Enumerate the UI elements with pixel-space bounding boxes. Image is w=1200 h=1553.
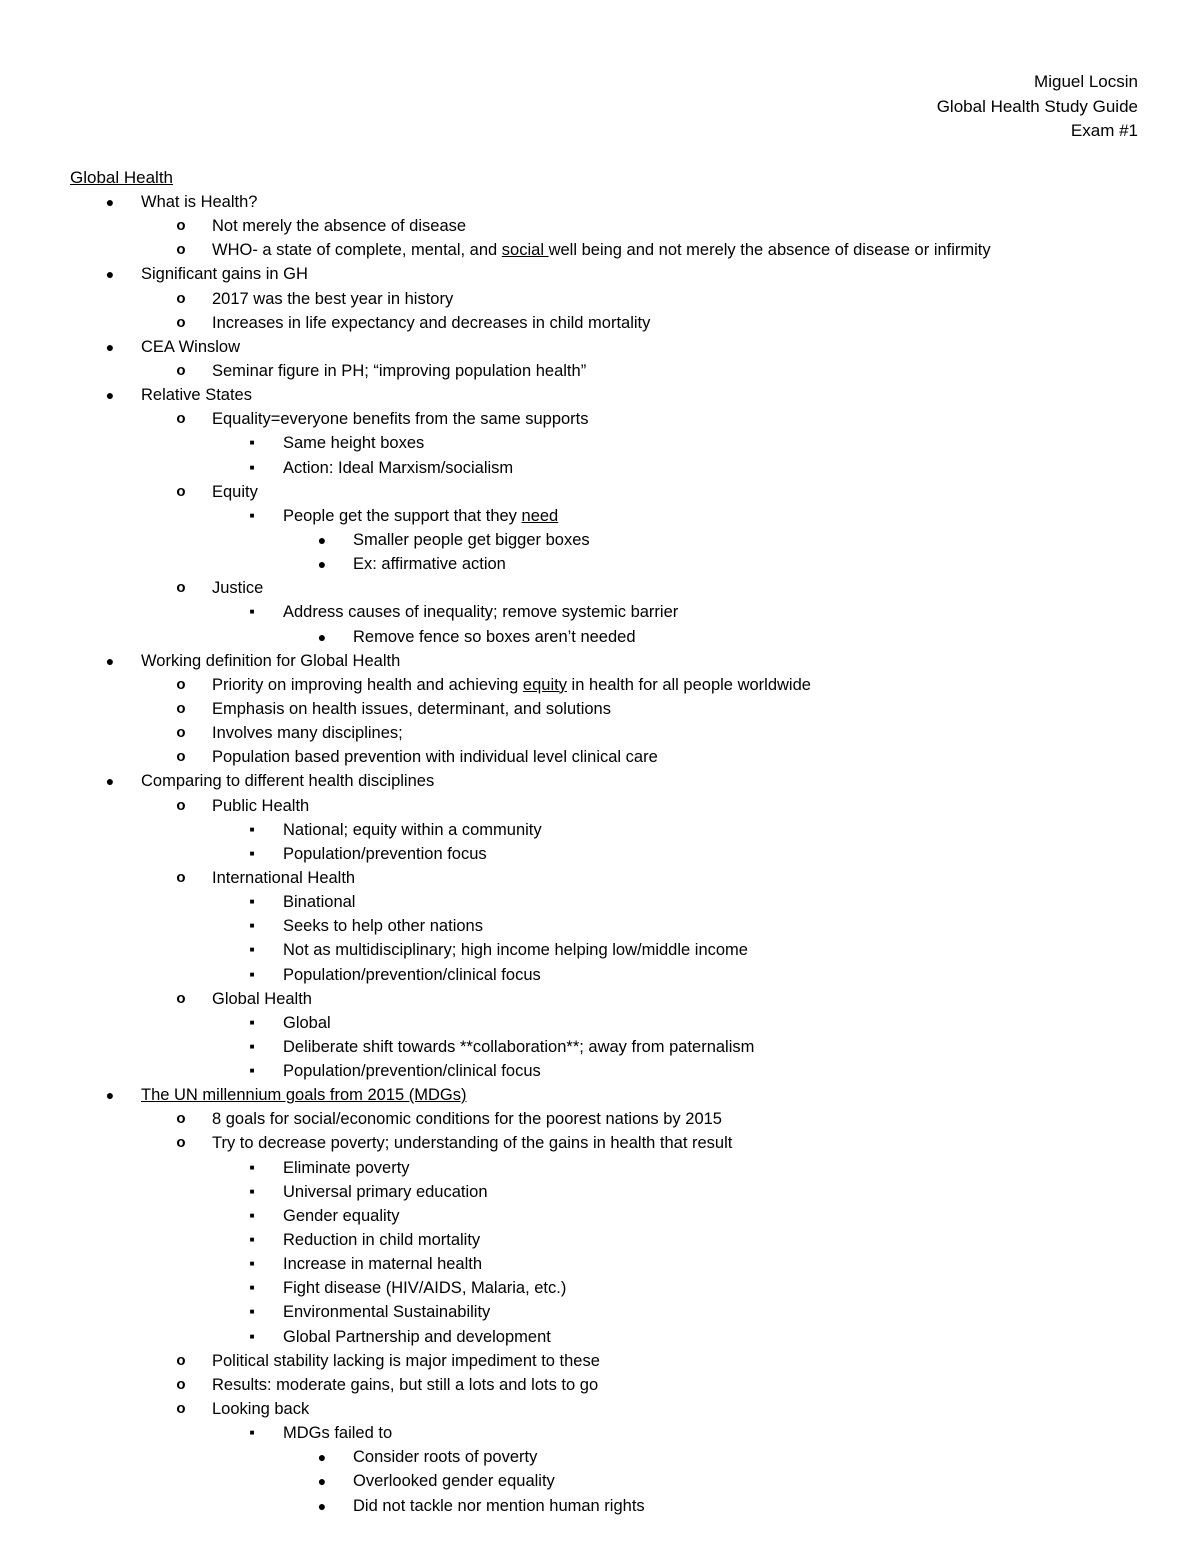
outline-item-text: Results: moderate gains, but still a lots and lots to go — [212, 1375, 599, 1394]
outline-item-level-3 — [0, 1180, 1200, 1204]
bullet-marker-icon: ● — [317, 531, 327, 548]
underlined-text: equity — [522, 675, 567, 694]
outline-item-text: Relative States — [141, 386, 252, 405]
outline-item-level-3 — [0, 938, 1200, 962]
bullet-marker-icon: ■ — [249, 462, 255, 472]
outline-item-text: Public Health — [212, 796, 310, 815]
bullet-marker-icon: o — [176, 1400, 186, 1418]
outline-item-level-3 — [0, 963, 1200, 987]
outline-item-text: Gender equality — [283, 1206, 400, 1225]
bullet-marker-icon: ● — [105, 266, 115, 283]
bullet-marker-icon: ■ — [249, 1162, 255, 1172]
outline-item-text: Smaller people get bigger boxes — [353, 530, 590, 549]
bullet-marker-icon: ■ — [249, 921, 255, 931]
outline-item-text: Deliberate shift towards **collaboration**; away from paternalism — [283, 1037, 755, 1056]
outline-list — [0, 190, 1200, 1518]
outline-item-level-3 — [0, 1204, 1200, 1228]
outline-item-level-3 — [0, 1252, 1200, 1276]
bullet-marker-icon: o — [176, 289, 186, 307]
outline-item-text: Universal primary education — [283, 1182, 488, 1201]
outline-item-text: International Health — [212, 868, 356, 887]
outline-item-text: Fight disease (HIV/AIDS, Malaria, etc.) — [283, 1279, 567, 1298]
bullet-marker-icon: o — [176, 410, 186, 428]
outline-item-level-2 — [0, 287, 1200, 311]
outline-item-text: Address causes of inequality; remove systemic barrier — [283, 603, 679, 622]
bullet-marker-icon: o — [176, 361, 186, 379]
outline-item-level-3 — [0, 1228, 1200, 1252]
outline-item-text: Working definition for Global Health — [141, 651, 401, 670]
underlined-text: need — [521, 506, 559, 525]
bullet-marker-icon: ■ — [249, 607, 255, 617]
exam-label: Exam #1 — [1070, 121, 1138, 140]
bullet-marker-icon: o — [176, 989, 186, 1007]
outline-item-level-3 — [0, 600, 1200, 624]
bullet-marker-icon: ■ — [249, 1017, 255, 1027]
outline-item-text: Seeks to help other nations — [283, 917, 483, 936]
bullet-marker-icon: ■ — [249, 824, 255, 834]
outline-item-text: Population/prevention/clinical focus — [283, 965, 541, 984]
outline-item-text: CEA Winslow — [141, 337, 241, 356]
outline-item-level-4 — [0, 528, 1200, 552]
outline-item-level-2 — [0, 745, 1200, 769]
outline-item-text: Increases in life expectancy and decreases in child mortality — [212, 313, 651, 332]
outline-item-text: Global — [283, 1013, 331, 1032]
bullet-marker-icon: o — [176, 482, 186, 500]
outline-item-text — [283, 504, 558, 528]
outline-item-level-2 — [0, 866, 1200, 890]
outline-item-level-2 — [0, 311, 1200, 335]
outline-item-level-2 — [0, 794, 1200, 818]
bullet-marker-icon: o — [176, 1110, 186, 1128]
bullet-marker-icon: o — [176, 579, 186, 597]
outline-item-level-1 — [0, 649, 1200, 673]
bullet-marker-icon: ■ — [249, 945, 255, 955]
outline-item-level-3 — [0, 1011, 1200, 1035]
bullet-marker-icon: o — [176, 796, 186, 814]
outline-item-level-4 — [0, 625, 1200, 649]
outline-item-text: Eliminate poverty — [283, 1158, 410, 1177]
outline-item-level-2 — [0, 673, 1200, 697]
bullet-marker-icon: ■ — [249, 897, 255, 907]
outline-item-level-3 — [0, 1276, 1200, 1300]
bullet-marker-icon: ■ — [249, 1210, 255, 1220]
outline-item-level-1 — [0, 335, 1200, 359]
bullet-marker-icon: ● — [317, 556, 327, 573]
outline-item-level-3 — [0, 456, 1200, 480]
outline-item-level-2 — [0, 1349, 1200, 1373]
bullet-marker-icon: ■ — [249, 1428, 255, 1438]
bullet-marker-icon: o — [176, 724, 186, 742]
outline-item-level-3 — [0, 1325, 1200, 1349]
outline-item-text: Global Health — [212, 989, 312, 1008]
outline-item-level-2 — [0, 1131, 1200, 1155]
bullet-marker-icon: ■ — [249, 1041, 255, 1051]
section-title: Global Health — [70, 168, 174, 187]
outline-item-text: Binational — [283, 893, 356, 912]
outline-item-text: Not as multidisciplinary; high income helping low/middle income — [283, 941, 748, 960]
bullet-marker-icon: ■ — [249, 1307, 255, 1317]
outline-item-text: Environmental Sustainability — [283, 1303, 491, 1322]
bullet-marker-icon: ● — [105, 1087, 115, 1104]
bullet-marker-icon: o — [176, 675, 186, 693]
text-segment: WHO- a state of complete, mental, and — [212, 241, 502, 260]
outline-item-level-2 — [0, 214, 1200, 238]
outline-item-text — [212, 673, 811, 697]
bullet-marker-icon: ● — [105, 387, 115, 404]
document-header — [937, 70, 1138, 144]
outline-item-text: Population/prevention focus — [283, 844, 487, 863]
outline-item-text: Significant gains in GH — [141, 265, 308, 284]
outline-item-level-2 — [0, 1397, 1200, 1421]
outline-item-level-2 — [0, 697, 1200, 721]
outline-item-text — [212, 238, 991, 262]
outline-item-text: Reduction in child mortality — [283, 1231, 481, 1250]
underlined-text: social — [501, 241, 549, 260]
outline-item-level-1 — [0, 190, 1200, 214]
underlined-text: The UN millennium goals from 2015 (MDGs) — [141, 1086, 467, 1105]
outline-item-level-3 — [0, 1156, 1200, 1180]
bullet-marker-icon: ● — [105, 652, 115, 669]
bullet-marker-icon: ● — [317, 1497, 327, 1514]
outline-item-text: Increase in maternal health — [283, 1255, 483, 1274]
bullet-marker-icon: ■ — [249, 848, 255, 858]
bullet-marker-icon: o — [176, 699, 186, 717]
text-segment: in health for all people worldwide — [566, 675, 811, 694]
bullet-marker-icon: ■ — [249, 1331, 255, 1341]
outline-item-level-3 — [0, 914, 1200, 938]
bullet-marker-icon: o — [176, 1375, 186, 1393]
outline-item-level-1 — [0, 383, 1200, 407]
bullet-marker-icon: ● — [317, 628, 327, 645]
outline-item-text: Involves many disciplines; — [212, 724, 403, 743]
bullet-marker-icon: o — [176, 241, 186, 259]
bullet-marker-icon: o — [176, 748, 186, 766]
outline-item-text: Population/prevention/clinical focus — [283, 1062, 541, 1081]
outline-item-level-2 — [0, 576, 1200, 600]
outline-item-text: 8 goals for social/economic conditions for the poorest nations by 2015 — [212, 1110, 722, 1129]
text-segment: People get the support that they — [283, 506, 522, 525]
outline-item-text: Equality=everyone benefits from the same supports — [212, 410, 589, 429]
outline-item-level-3 — [0, 1035, 1200, 1059]
outline-item-text: Remove fence so boxes aren’t needed — [353, 627, 636, 646]
bullet-marker-icon: o — [176, 1351, 186, 1369]
bullet-marker-icon: ● — [317, 1473, 327, 1490]
outline-item-level-3 — [0, 1059, 1200, 1083]
outline-item-level-4 — [0, 1494, 1200, 1518]
outline-item-text — [141, 1083, 467, 1107]
bullet-marker-icon: o — [176, 313, 186, 331]
outline-item-level-1 — [0, 1083, 1200, 1107]
outline-item-text: Justice — [212, 579, 264, 598]
outline-item-text: National; equity within a community — [283, 820, 542, 839]
outline-item-text: Same height boxes — [283, 434, 425, 453]
outline-item-level-2 — [0, 359, 1200, 383]
outline-item-text: Action: Ideal Marxism/socialism — [283, 458, 514, 477]
outline-item-level-2 — [0, 238, 1200, 262]
document-subtitle: Global Health Study Guide — [936, 96, 1138, 116]
bullet-marker-icon: o — [176, 217, 186, 235]
outline-item-text: Political stability lacking is major impediment to these — [212, 1351, 600, 1370]
outline-item-level-2 — [0, 1107, 1200, 1131]
outline-item-text: What is Health? — [141, 193, 258, 211]
outline-item-level-4 — [0, 1445, 1200, 1469]
bullet-marker-icon: ■ — [249, 1259, 255, 1269]
outline-item-text: Comparing to different health disciplines — [141, 772, 435, 791]
bullet-marker-icon: ● — [317, 1449, 327, 1466]
outline-item-level-2 — [0, 1373, 1200, 1397]
bullet-marker-icon: ■ — [249, 1235, 255, 1245]
bullet-marker-icon: ● — [105, 338, 115, 355]
bullet-marker-icon: ● — [105, 773, 115, 790]
outline-item-level-3 — [0, 890, 1200, 914]
outline-item-level-3 — [0, 818, 1200, 842]
outline-item-text: Overlooked gender equality — [353, 1472, 555, 1491]
bullet-marker-icon: ■ — [249, 1066, 255, 1076]
outline-item-text: Ex: affirmative action — [353, 555, 506, 574]
outline-item-text: Equity — [212, 482, 258, 501]
bullet-marker-icon: ■ — [249, 1186, 255, 1196]
outline-item-level-3 — [0, 1300, 1200, 1324]
bullet-marker-icon: ■ — [249, 1283, 255, 1293]
bullet-marker-icon: o — [176, 1134, 186, 1152]
outline-item-text: Try to decrease poverty; understanding of the gains in health that result — [212, 1134, 733, 1153]
outline-item-level-3 — [0, 842, 1200, 866]
outline-item-level-3 — [0, 1421, 1200, 1445]
outline-item-level-4 — [0, 1469, 1200, 1493]
outline-item-text: Consider roots of poverty — [353, 1448, 538, 1467]
outline-item-text: Population based prevention with individual level clinical care — [212, 748, 658, 767]
outline-item-text: Global Partnership and development — [283, 1327, 551, 1346]
outline-item-text: MDGs failed to — [283, 1424, 393, 1443]
outline-item-level-3 — [0, 504, 1200, 528]
bullet-marker-icon: ■ — [249, 969, 255, 979]
outline-item-level-2 — [0, 407, 1200, 431]
outline-item-text: Looking back — [212, 1400, 310, 1419]
outline-item-level-4 — [0, 552, 1200, 576]
author-name: Miguel Locsin — [1034, 72, 1138, 91]
outline-item-level-3 — [0, 431, 1200, 455]
text-segment: well being and not merely the absence of disease or infirmity — [548, 241, 991, 260]
outline-item-text: Not merely the absence of disease — [212, 217, 467, 236]
outline-item-text: Seminar figure in PH; “improving population health” — [212, 361, 587, 380]
text-segment: Priority on improving health and achieving — [212, 675, 523, 694]
outline-item-level-2 — [0, 987, 1200, 1011]
outline-item-level-1 — [0, 262, 1200, 286]
outline-item-text: Emphasis on health issues, determinant, and solutions — [212, 699, 611, 718]
outline-item-level-2 — [0, 480, 1200, 504]
outline-item-text: Did not tackle nor mention human rights — [353, 1496, 645, 1515]
bullet-marker-icon: ■ — [249, 438, 255, 448]
bullet-marker-icon: ■ — [249, 510, 255, 520]
bullet-marker-icon: ● — [105, 194, 115, 210]
bullet-marker-icon: o — [176, 868, 186, 886]
outline-item-text: 2017 was the best year in history — [212, 289, 454, 308]
outline-item-level-2 — [0, 721, 1200, 745]
outline-item-level-1 — [0, 769, 1200, 793]
